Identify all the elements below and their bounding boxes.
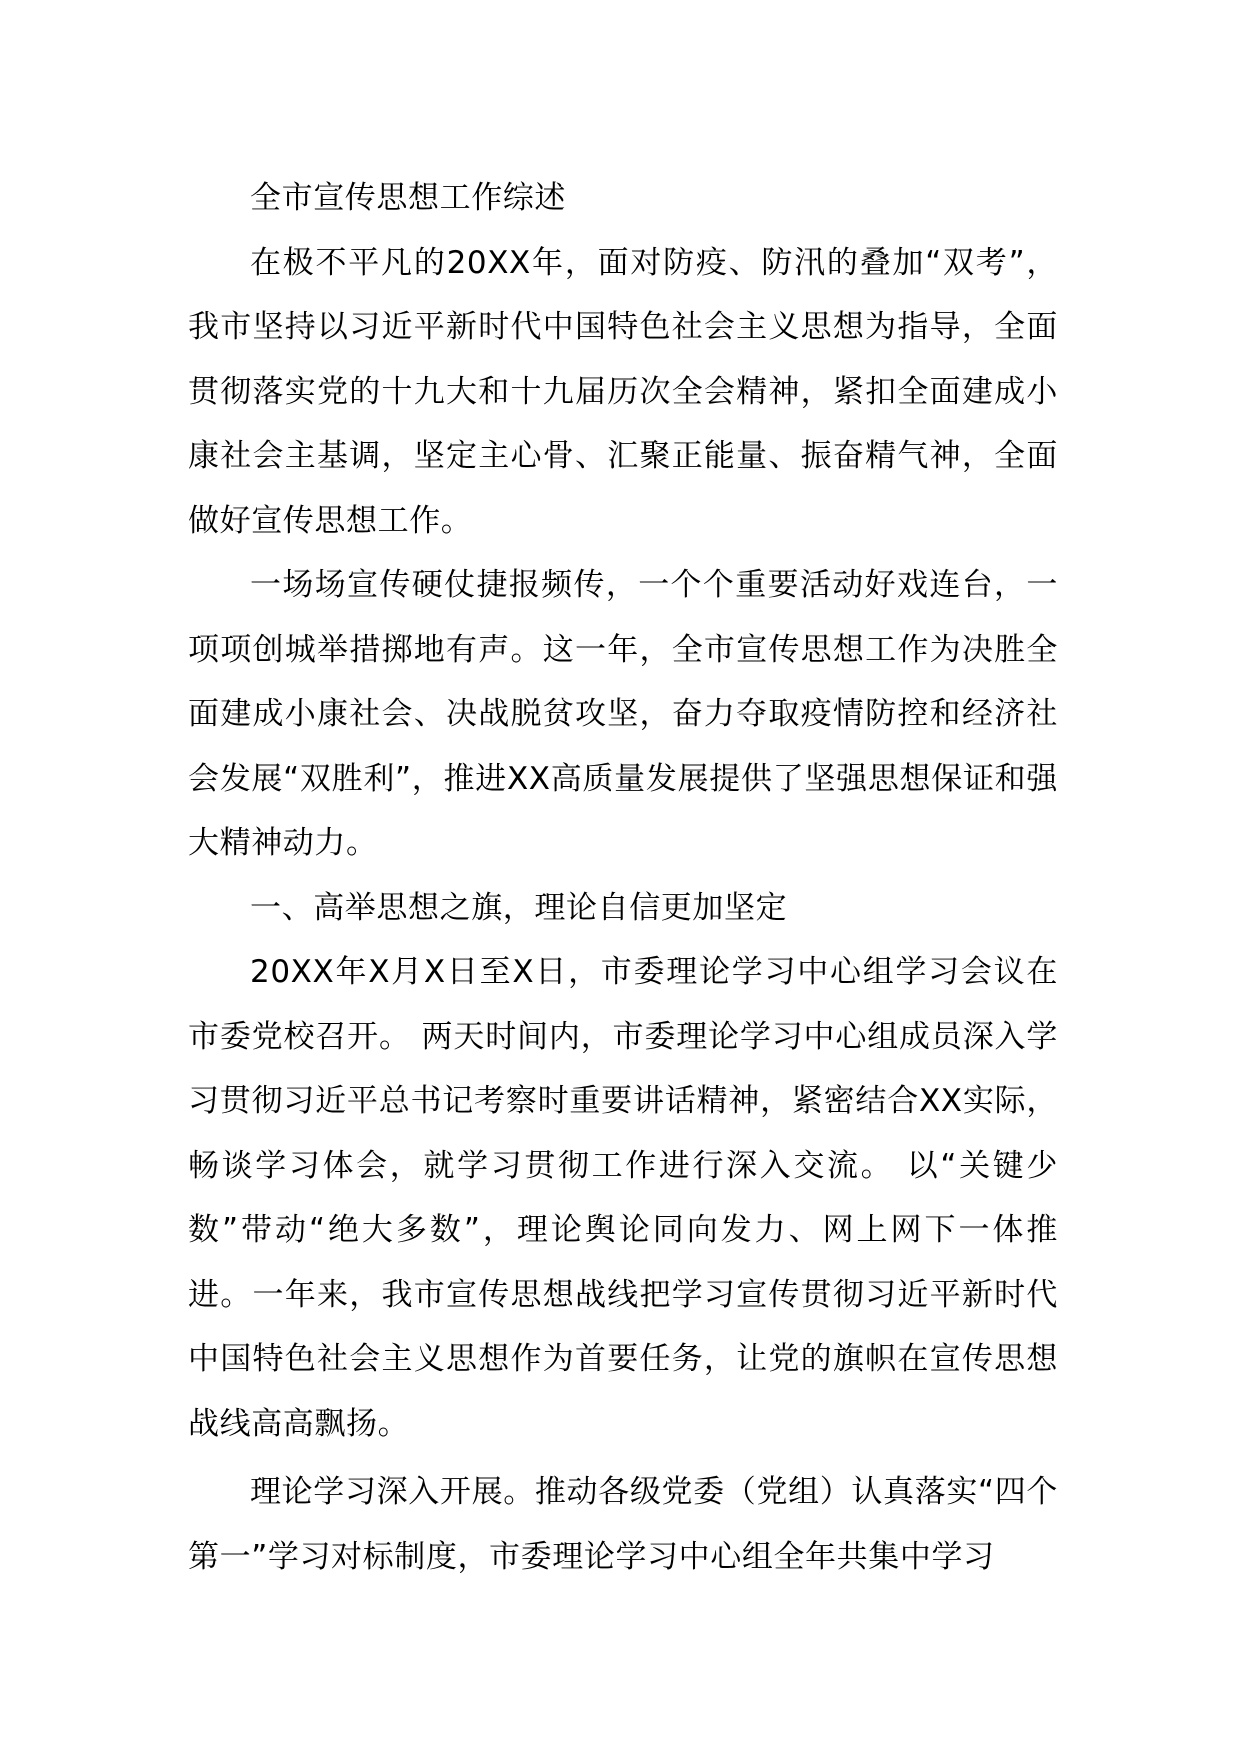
paragraph-intro: 在极不平凡的20XX年，面对防疫、防汛的叠加“双考”，我市坚持以习近平新时代中国特色社会主义思想为指导，全面贯彻落实党的十九大和十九届历次全会精神，紧扣全面建成小康社会主基调，坚定主心骨、汇聚正能量、振奋精气神，全面做好宣传思想工作。	[188, 244, 1058, 539]
section-heading-1: 一、高举思想之旗，理论自信更加坚定	[250, 889, 788, 926]
paragraph-section1-study: 理论学习深入开展。推动各级党委（党组）认真落实“四个第一”学习对标制度，市委理论学习中心组全年共集中学习	[188, 1474, 1058, 1575]
paragraph-section1-meeting: 20XX年X月X日至X日，市委理论学习中心组学习会议在市委党校召开。 两天时间内，市委理论学习中心组成员深入学习贯彻习近平总书记考察时重要讲话精神，紧密结合XX实际，畅谈学习体会，就学习贯彻工作进行深入交流。 以“关键少数”带动“绝大多数”，理论舆论同向发力、网上网下一体推进。一年来，我市宣传思想战线把学习宣传贯彻习近平新时代中国特色社会主义思想作为首要任务，让党的旗帜在宣传思想战线高高飘扬。	[188, 954, 1058, 1442]
paragraph-summary: 一场场宣传硬仗捷报频传，一个个重要活动好戏连台，一项项创城举措掷地有声。这一年，全市宣传思想工作为决胜全面建成小康社会、决战脱贫攻坚，奋力夺取疫情防控和经济社会发展“双胜利”，推进XX高质量发展提供了坚强思想保证和强大精神动力。	[188, 567, 1058, 861]
document-body	[188, 166, 1058, 1589]
document-title: 全市宣传思想工作综述	[250, 180, 566, 216]
